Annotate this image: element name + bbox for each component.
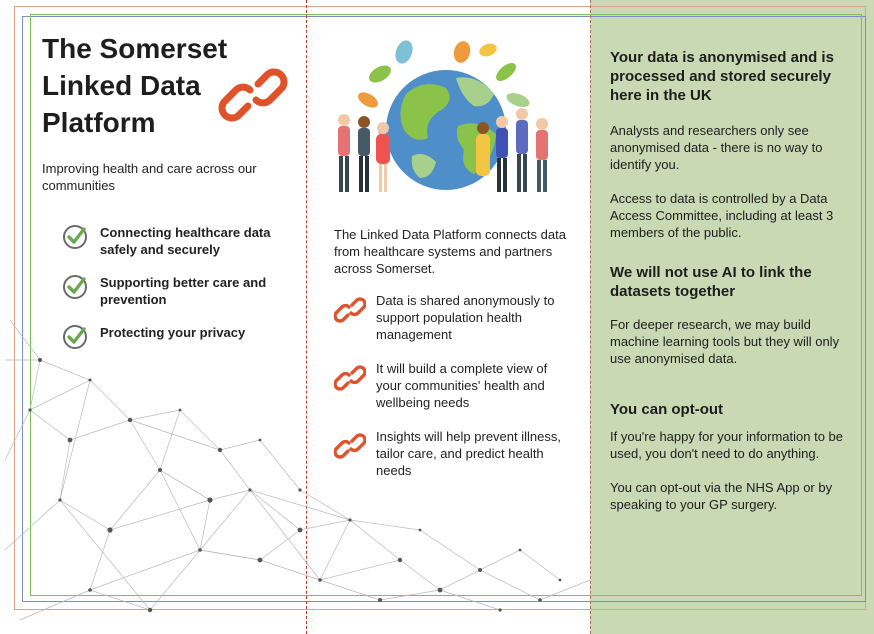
page-title: The Somerset Linked Data Platform bbox=[42, 33, 228, 138]
intro-text: Improving health and care across our communities bbox=[42, 161, 257, 193]
benefit-item bbox=[334, 292, 574, 360]
checklist bbox=[62, 224, 302, 366]
benefit-item-text: Data is shared anonymously to support population health management bbox=[376, 293, 555, 342]
checklist-item-label: Supporting better care and prevention bbox=[100, 275, 267, 307]
anonymised-paragraph: Analysts and researchers only see anonymised data - there is no way to identify you. bbox=[610, 123, 823, 172]
platform-description: The Linked Data Platform connects data from healthcare systems and partners across Somerset. bbox=[334, 227, 566, 276]
benefits-list bbox=[334, 292, 574, 496]
check-icon bbox=[62, 274, 88, 300]
chain-link-icon bbox=[334, 294, 366, 326]
checklist-item-label: Connecting healthcare data safely and securely bbox=[100, 225, 271, 257]
checklist-item bbox=[62, 274, 302, 308]
checklist-item bbox=[62, 324, 302, 350]
benefit-item-text: Insights will help prevent illness, tailor care, and predict health needs bbox=[376, 429, 561, 478]
opt-out-heading: You can opt-out bbox=[610, 401, 724, 418]
chain-link-icon bbox=[334, 430, 366, 462]
check-icon bbox=[62, 224, 88, 250]
globe-people-illustration bbox=[328, 38, 572, 198]
ai-heading: We will not use AI to link the datasets together bbox=[610, 264, 812, 300]
checklist-item bbox=[62, 224, 302, 258]
check-icon bbox=[62, 324, 88, 350]
access-paragraph: Access to data is controlled by a Data Access Committee, including at least 3 members of the public. bbox=[610, 191, 834, 240]
checklist-item-label: Protecting your privacy bbox=[100, 325, 246, 340]
right-column bbox=[610, 48, 846, 513]
opt-out-method-paragraph: You can opt-out via the NHS App or by speaking to your GP surgery. bbox=[610, 480, 833, 512]
benefit-item bbox=[334, 360, 574, 428]
chain-link-icon bbox=[334, 362, 366, 394]
anonymised-heading: Your data is anonymised and is processed and stored securely here in the UK bbox=[610, 49, 834, 104]
opt-out-paragraph: If you're happy for your information to be used, you don't need to do anything. bbox=[610, 429, 843, 461]
benefit-item-text: It will build a complete view of your communities' health and wellbeing needs bbox=[376, 361, 548, 410]
ai-paragraph: For deeper research, we may build machine learning tools but they will only use anonymised data. bbox=[610, 317, 840, 366]
benefit-item bbox=[334, 428, 574, 496]
chain-link-icon bbox=[218, 62, 288, 128]
